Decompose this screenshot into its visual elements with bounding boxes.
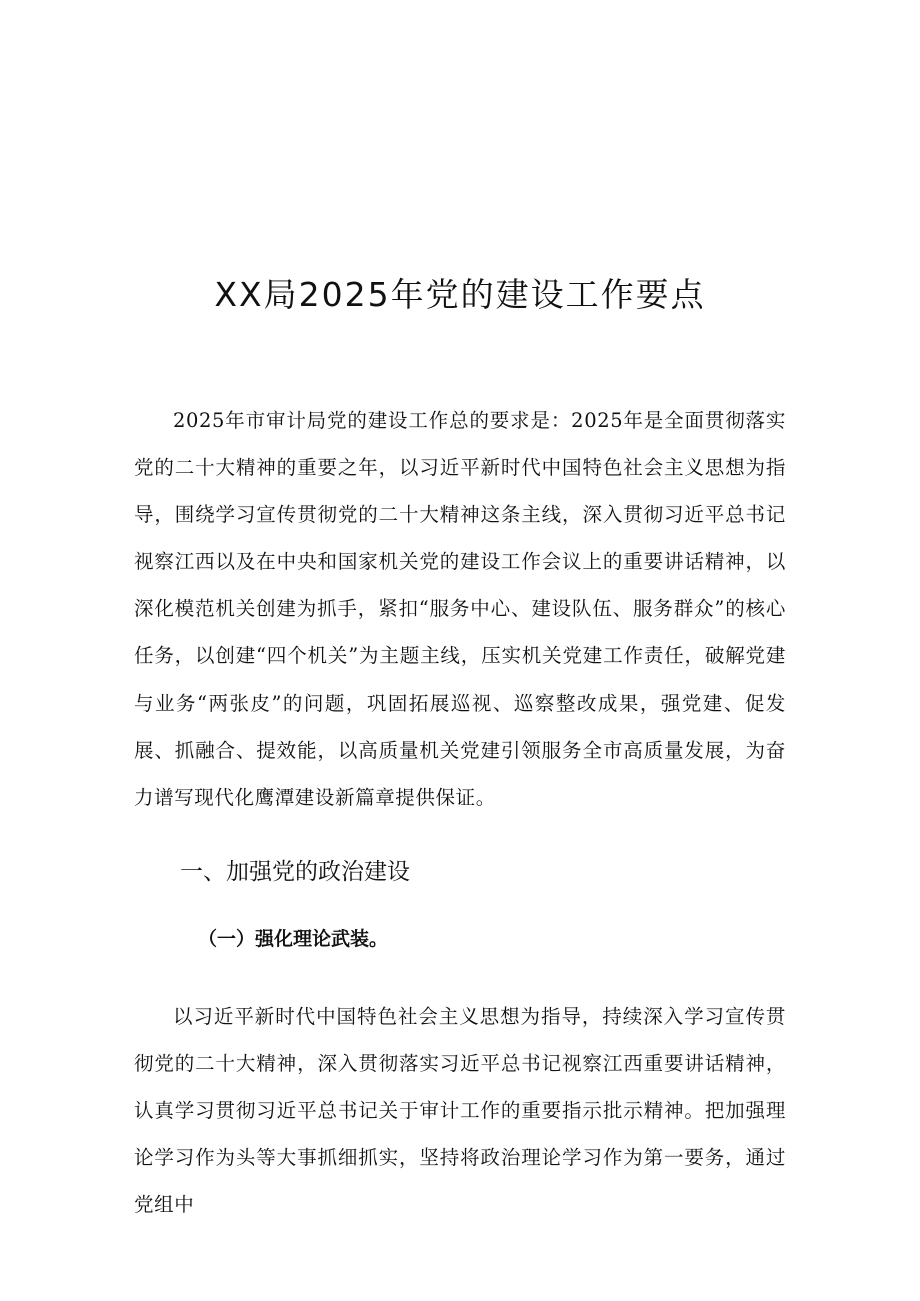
intro-paragraph: 2025年市审计局党的建设工作总的要求是：2025年是全面贯彻落实党的二十大精神的重要之年，以习近平新时代中国特色社会主义思想为指导，围绕学习宣传贯彻党的二十大精神这条主线，深入贯彻习近平总书记视察江西以及在中央和国家机关党的建设工作会议上的重要讲话精神，以深化模范机关创建为抓手，紧扣“服务中心、建设队伍、服务群众”的核心任务，以创建“四个机关”为主题主线，压实机关党建工作责任，破解党建与业务“两张皮”的问题，巩固拓展巡视、巡察整改成果，强党建、促发展、抓融合、提效能，以高质量机关党建引领服务全市高质量发展，为奋力谱写现代化鹰潭建设新篇章提供保证。 xyxy=(134,409,786,809)
subsection-heading: （一）强化理论武装。 xyxy=(198,928,389,950)
section-heading: 一、加强党的政治建设 xyxy=(180,859,410,885)
subsection-paragraph: 以习近平新时代中国特色社会主义思想为指导，持续深入学习宣传贯彻党的二十大精神，深入贯彻落实习近平总书记视察江西重要讲话精神，认真学习贯彻习近平总书记关于审计工作的重要指示批示精神。把加强理论学习作为头等大事抓细抓实，坚持将政治理论学习作为第一要务，通过党组中 xyxy=(134,1005,786,1217)
document-title: XX局2025年党的建设工作要点 xyxy=(214,275,706,314)
